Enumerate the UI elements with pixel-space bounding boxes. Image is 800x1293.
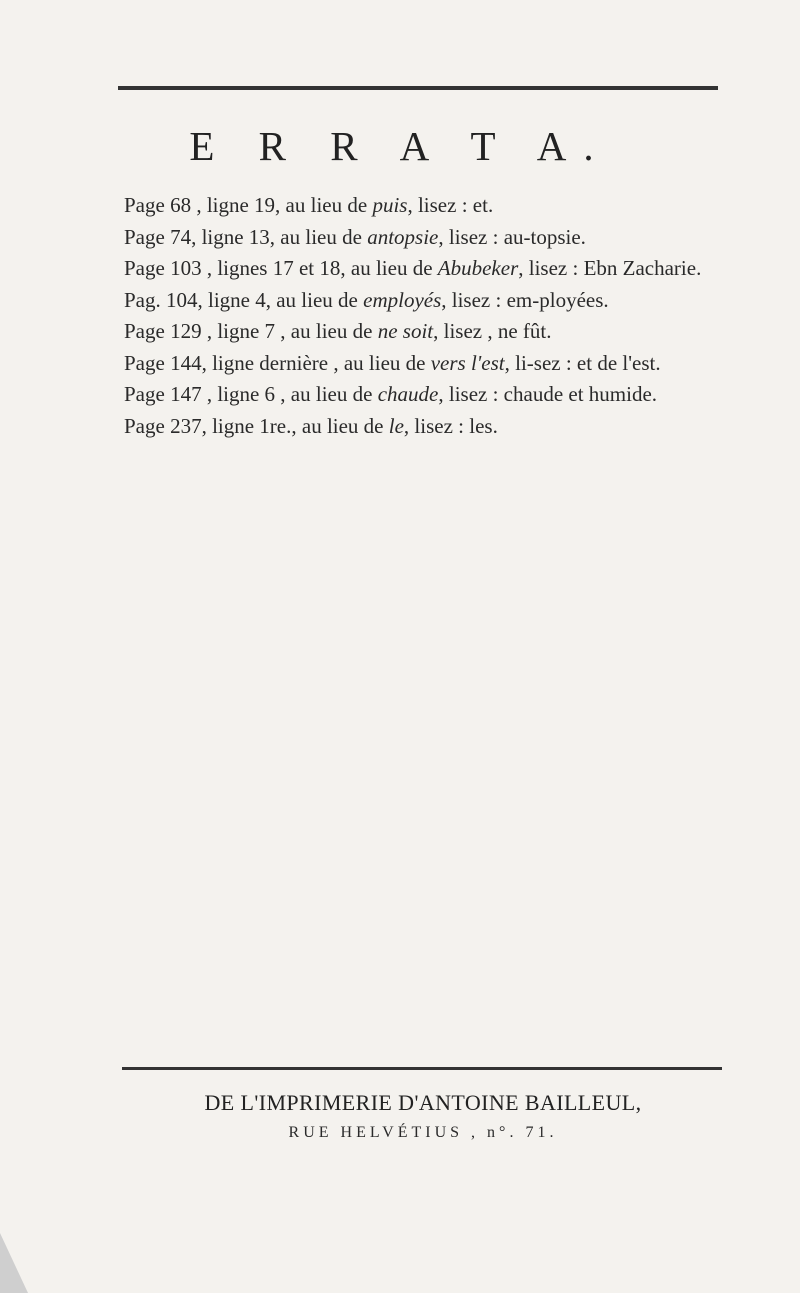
errata-entry: Page 237, ligne 1re., au lieu de le, lisez : les.	[124, 413, 498, 438]
errata-entry: Page 74, ligne 13, au lieu de antopsie, lisez : au-topsie.	[124, 224, 586, 249]
page-title: E R R A T A.	[189, 123, 611, 169]
errata-entry: Page 103 , lignes 17 et 18, au lieu de Abubeker, lisez : Ebn Zacharie.	[124, 256, 702, 280]
printer-address: RUE HELVÉTIUS , n°. 71.	[288, 1124, 558, 1141]
top-rule	[118, 86, 718, 90]
errata-entry: Page 147 , ligne 6 , au lieu de chaude, lisez : chaude et humide.	[124, 382, 658, 406]
errata-list	[124, 190, 724, 442]
errata-entry: Page 129 , ligne 7 , au lieu de ne soit, lisez , ne fût.	[124, 319, 552, 343]
errata-entry: Page 144, ligne dernière , au lieu de vers l'est, li-sez : et de l'est.	[124, 350, 661, 375]
page-corner-mark	[0, 1233, 28, 1293]
errata-entry: Page 68 , ligne 19, au lieu de puis, lisez : et.	[124, 193, 494, 217]
printer-imprint: DE L'IMPRIMERIE D'ANTOINE BAILLEUL,	[204, 1090, 642, 1115]
errata-entry: Pag. 104, ligne 4, au lieu de employés, lisez : em-ployées.	[124, 287, 609, 312]
bottom-rule	[122, 1067, 722, 1070]
